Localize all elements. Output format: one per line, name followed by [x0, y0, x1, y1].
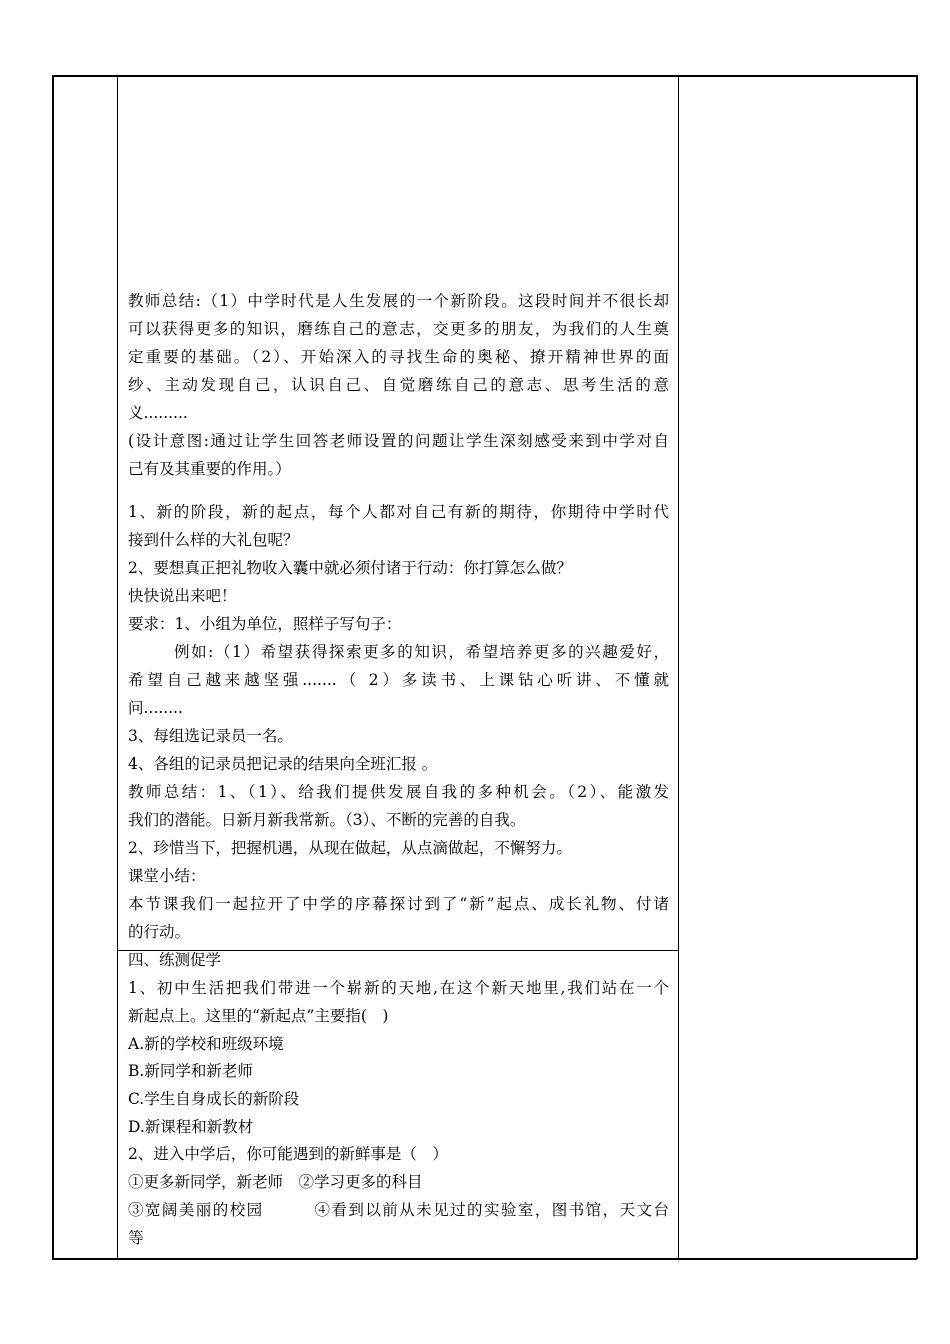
- section-heading: 四、练测促学: [128, 951, 222, 969]
- column-divider-1: [117, 75, 118, 1259]
- text-line: 本节课我们一起拉开了中学的序幕探讨到了“新”起点、成长礼物、付诸: [128, 895, 669, 913]
- text-line: 问........: [128, 699, 183, 717]
- text-line: 要求：1、小组为单位，照样子写句子：: [128, 615, 402, 633]
- text-line: 定重要的基础。（2）、开始深入的寻找生命的奥秘、撩开精神世界的面: [128, 348, 669, 366]
- text-line: 教师总结：1、（1）、给我们提供发展自我的多种机会。（2）、能激发: [128, 783, 669, 801]
- text-line: 纱、主动发现自己，认识自己、自觉磨练自己的意志、思考生活的意: [128, 376, 669, 394]
- table-right-border: [916, 75, 918, 1259]
- option-b: B.新同学和新老师: [128, 1062, 253, 1080]
- option-line: ③宽阔美丽的校园 ④看到以前从未见过的实验室，图书馆，天文台: [128, 1201, 669, 1219]
- text-line: 教师总结:（1）中学时代是人生发展的一个新阶段。这段时间并不很长却: [128, 292, 669, 310]
- table-bottom-border: [52, 1258, 917, 1260]
- text-line: 接到什么样的大礼包呢？: [128, 531, 299, 549]
- table-top-border: [52, 75, 917, 77]
- question-line: 2、进入中学后，你可能遇到的新鲜事是（ ）: [128, 1145, 448, 1163]
- question-line: 新起点上。这里的“新起点”主要指( ): [128, 1007, 389, 1025]
- option-c: C.学生自身成长的新阶段: [128, 1090, 300, 1108]
- text-line: 例如:（1）希望获得探索更多的知识，希望培养更多的兴趣爱好，: [174, 643, 669, 661]
- text-line: 1、新的阶段，新的起点，每个人都对自己有新的期待，你期待中学时代: [128, 503, 669, 521]
- text-line: 4、各组的记录员把记录的结果向全班汇报 。: [128, 755, 438, 773]
- text-line: 我们的潜能。日新月新我常新。（3）、不断的完善的自我。: [128, 811, 526, 829]
- text-line: 2、要想真正把礼物收入囊中就必须付诸于行动：你打算怎么做？: [128, 559, 572, 577]
- text-line: 快快说出来吧！: [128, 587, 237, 605]
- text-line: 2、珍惜当下，把握机遇，从现在做起，从点滴做起，不懈努力。: [128, 839, 572, 857]
- text-line: 3、每组选记录员一名。: [128, 727, 293, 745]
- text-line: 的行动。: [128, 923, 191, 941]
- text-line: 课堂小结：: [128, 867, 206, 885]
- question-line: 1、初中生活把我们带进一个崭新的天地,在这个新天地里,我们站在一个: [128, 979, 669, 997]
- column-divider-2: [678, 75, 679, 1259]
- option-a: A.新的学校和班级环境: [128, 1035, 284, 1053]
- option-d: D.新课程和新教材: [128, 1118, 254, 1136]
- text-line: 可以获得更多的知识，磨练自己的意志，交更多的朋友，为我们的人生奠: [128, 320, 669, 338]
- table-left-border: [52, 75, 54, 1259]
- option-line: 等: [128, 1229, 144, 1247]
- option-line: ①更多新同学，新老师 ②学习更多的科目: [128, 1173, 423, 1191]
- text-line: 义.........: [128, 404, 188, 422]
- text-line: 己有及其重要的作用。）: [128, 460, 291, 478]
- text-line: (设计意图:通过让学生回答老师设置的问题让学生深刻感受来到中学对自: [128, 432, 669, 450]
- text-line: 希望自己越来越坚强.......（ 2）多读书、上课钻心听讲、不懂就: [128, 671, 669, 689]
